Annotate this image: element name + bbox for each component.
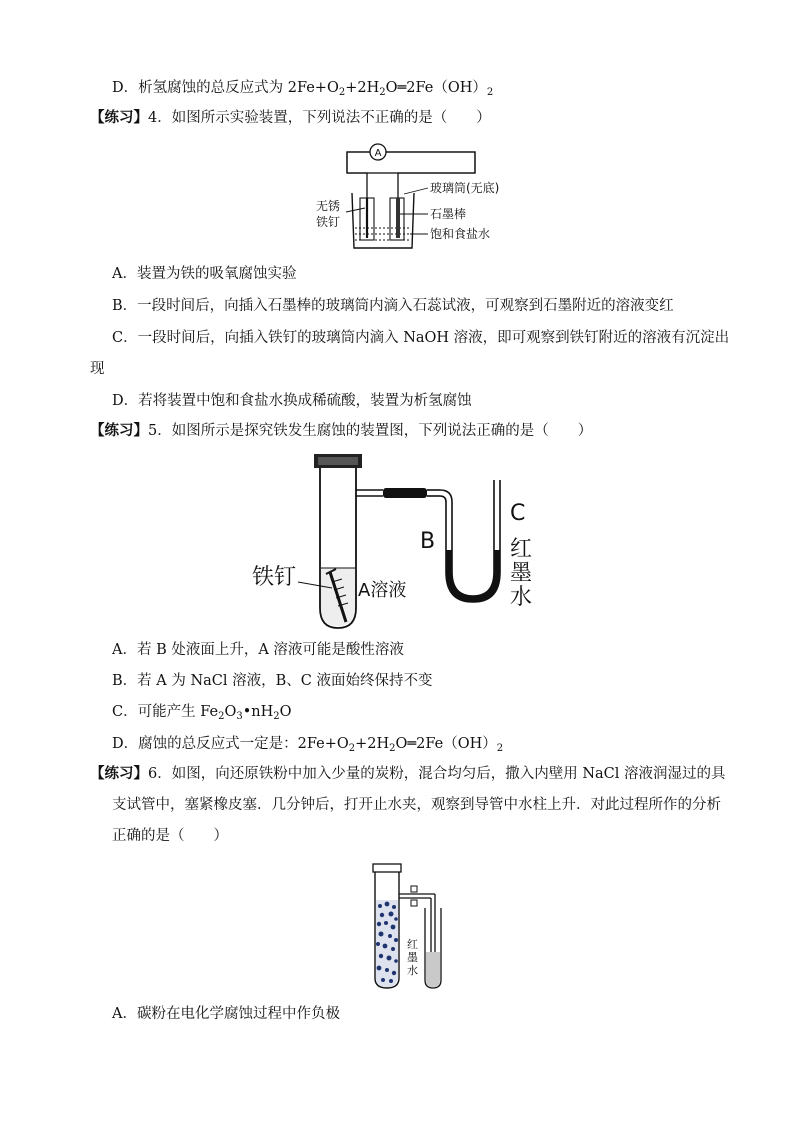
rubber-tube — [383, 488, 427, 498]
q6-figure — [365, 860, 475, 992]
label-ink-3: 水 — [510, 585, 533, 610]
q5-stem: 【练习】5．如图所示是探究铁发生腐蚀的装置图，下列说法正确的是（ ） — [90, 423, 593, 439]
graphite-rod — [396, 198, 400, 238]
q4-option-a: A．装置为铁的吸氧腐蚀实验 — [112, 266, 297, 282]
q5-figure — [248, 450, 558, 630]
label-glass-tube: 玻璃筒(无底) — [430, 181, 500, 195]
label-ink-1: 红 — [407, 938, 418, 951]
q5-option-c: C．可能产生 $Fe_2O_3•nH_2O$ — [112, 704, 292, 722]
q5-option-b: B．若 A 为 NaCl 溶液，B、C 液面始终保持不变 — [112, 673, 433, 689]
label-salt-water: 饱和食盐水 — [430, 227, 491, 241]
label-a-solution: A溶液 — [358, 580, 407, 601]
ammeter-label: A — [374, 148, 382, 159]
q6-stem-line1: 【练习】6．如图，向还原铁粉中加入少量的炭粉，混合均匀后，撒入内壁用 NaCl 溶液润湿过的具 — [90, 766, 726, 782]
q6-stem-line2: 支试管中，塞紧橡皮塞．几分钟后，打开止水夹，观察到导管中水柱上升．对此过程所作的分析 — [112, 797, 721, 813]
label-graphite-rod: 石墨棒 — [430, 207, 467, 221]
label-ink-1: 红 — [510, 537, 533, 562]
q4-figure — [310, 138, 510, 258]
label-c: C — [510, 501, 526, 526]
q4-option-c-line2: 现 — [90, 361, 105, 377]
q6-option-a: A．碳粉在电化学腐蚀过程中作负极 — [112, 1006, 340, 1022]
q5-option-d: D．腐蚀的总反应式一定是：$2Fe+O_2+2H_2O═2Fe(OH)_2$ — [112, 736, 504, 754]
q3-option-d: D．析氢腐蚀的总反应式为 $2Fe+O_2+2H_2O═2Fe(OH)_2$ — [112, 80, 494, 98]
powder-mixture — [376, 900, 398, 987]
q4-option-c-line1: C．一段时间后，向插入铁钉的玻璃筒内滴入 NaOH 溶液，即可观察到铁钉附近的溶液有沉淀出 — [112, 330, 730, 346]
label-nail-1: 无锈 — [316, 199, 341, 213]
label-ink-2: 墨 — [510, 561, 533, 586]
label-nail: 铁钉 — [252, 565, 297, 590]
clamp-icon — [411, 886, 417, 892]
q4-option-d: D．若将装置中饱和食盐水换成稀硫酸，装置为析氢腐蚀 — [112, 393, 472, 409]
label-ink-3: 水 — [407, 964, 418, 977]
q6-stem-line3: 正确的是（ ） — [112, 828, 228, 844]
q4-option-b: B．一段时间后，向插入石墨棒的玻璃筒内滴入石蕊试液，可观察到石墨附近的溶液变红 — [112, 298, 674, 314]
label-ink-2: 墨 — [407, 951, 418, 964]
q5-option-a: A．若 B 处液面上升，A 溶液可能是酸性溶液 — [112, 642, 404, 658]
label-nail-2: 铁钉 — [316, 215, 341, 229]
label-b: B — [420, 529, 436, 554]
q4-stem: 【练习】4．如图所示实验装置，下列说法不正确的是（ ） — [90, 110, 491, 126]
